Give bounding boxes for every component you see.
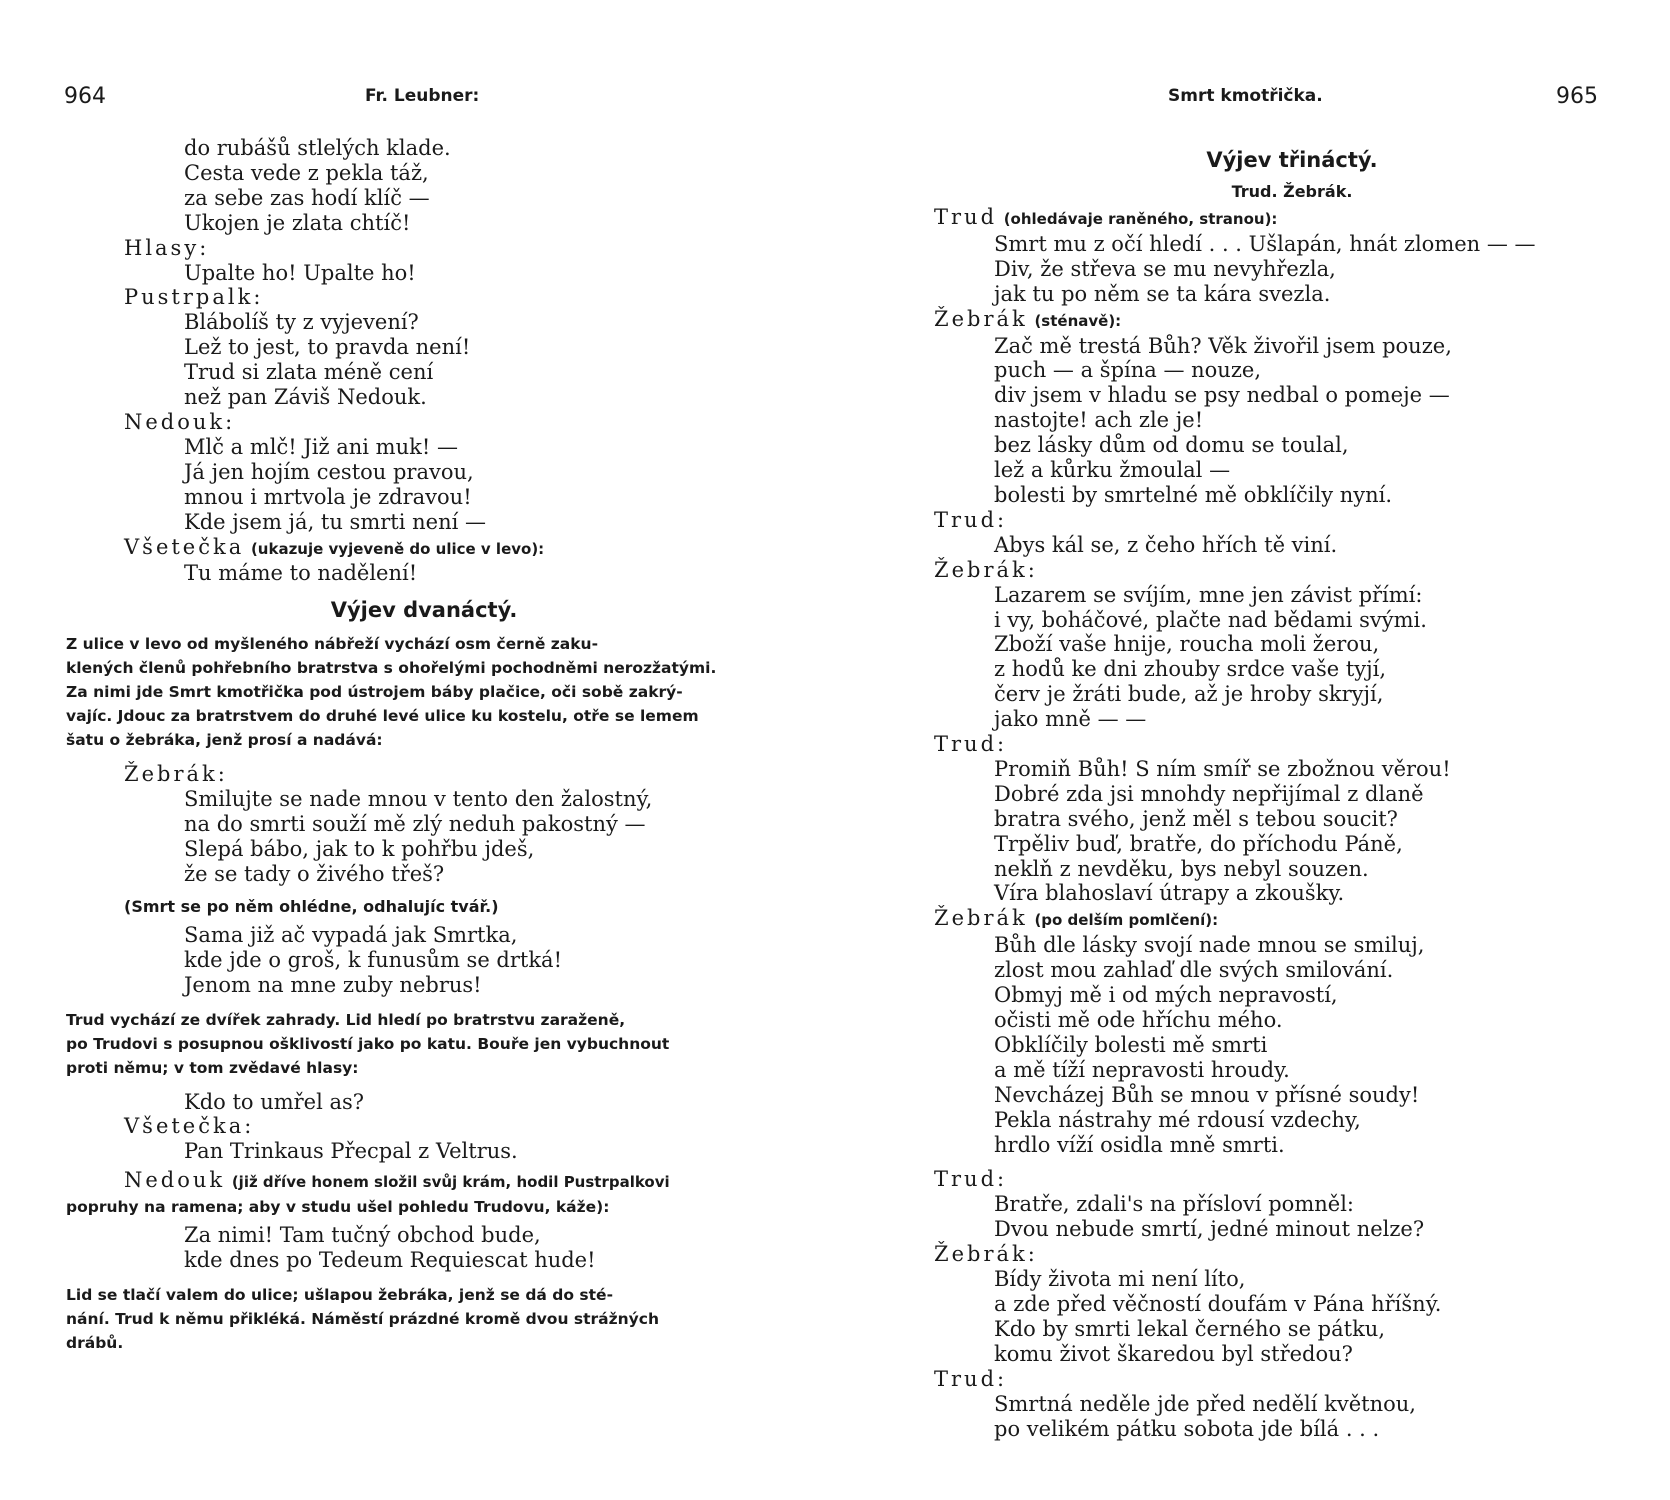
prose-paragraph: Z ulice v levo od myšleného nábřeží vychází osm černě zaku- klených členů pohřebního bratrstva s ohořelými pochodněmi nerozžatými. Za nimi jde Smrt kmotřička pod ústrojem báby plačice, oči sobě zakrý- vajíc. Jdouc za bratrstvem do druhé levé ulice ku kostelu, otře se lemem šatu o žebráka, jenž prosí a nadává:	[66, 635, 717, 750]
verse-line: bolesti by smrtelné mě obklíčily nyní.	[994, 482, 1393, 507]
verse-line: Bratře, zdali's na přísloví pomněl:	[994, 1192, 1354, 1217]
verse-line: Abys kál se, z čeho hřích tě viní.	[994, 532, 1338, 557]
verse-line: než pan Záviš Nedouk.	[184, 385, 427, 410]
verse-line: Smrt mu z očí hledí . . . Ušlapán, hnát zlomen — —	[994, 231, 1536, 256]
verse-line: puch — a špína — nouze,	[994, 358, 1261, 383]
stage-direction: (Smrt se po něm ohlédne, odhalujíc tvář.)	[124, 896, 499, 916]
stage-direction: (sténavě):	[1034, 311, 1122, 330]
verse-line: Zač mě trestá Bůh? Věk živořil jsem pouze,	[994, 333, 1452, 358]
speaker-name: Trud:	[934, 507, 1008, 532]
speaker-name: Hlasy:	[124, 235, 210, 260]
verse-line: Pekla nástrahy mé rdousí vzdechy,	[994, 1107, 1361, 1132]
speaker-name: Žebrák:	[934, 1242, 1038, 1267]
verse-line: Obklíčily bolesti mě smrti	[994, 1032, 1268, 1057]
verse-line: komu život škaredou byl středou?	[994, 1341, 1353, 1366]
verse-line: že se tady o živého třeš?	[184, 861, 445, 886]
verse-line: Kde jsem já, tu smrti není —	[184, 509, 486, 534]
verse-line: Zboží vaše hnije, roucha moli žerou,	[994, 632, 1380, 657]
speaker-name: Žebrák:	[124, 762, 228, 787]
page-content	[934, 136, 1650, 1441]
verse-line: zlost mou zahlaď dle svých smilování.	[994, 958, 1394, 983]
right-page	[850, 0, 1670, 1500]
speaker-name: Žebrák:	[934, 557, 1038, 582]
speaker-name: Všetečka:	[124, 1114, 255, 1139]
prose-paragraph: Lid se tlačí valem do ulice; ušlapou žebráka, jenž se dá do sté- nání. Trud k němu přikléká. Náměstí prázdné kromě dvou strážných drábů.	[66, 1286, 659, 1352]
verse-line: Ukojen je zlata chtíč!	[184, 210, 411, 235]
verse-line: Lež to jest, to pravda není!	[184, 335, 471, 360]
verse-line: očisti mě ode hříchu mého.	[994, 1008, 1283, 1032]
verse-line: z hodů ke dni zhouby srdce vaše tyjí,	[994, 657, 1387, 682]
speaker-name: Všetečka (ukazuje vyjeveně do ulice v levo):	[124, 534, 545, 559]
page-number: 964	[64, 84, 106, 109]
verse-line: Pan Trinkaus Přecpal z Veltrus.	[184, 1139, 518, 1164]
verse-line: mnou i mrtvola je zdravou!	[184, 484, 472, 509]
running-head: Fr. Leubner:	[365, 86, 480, 106]
verse-line: lež a kůrku žmoulal —	[994, 458, 1231, 483]
page-content	[66, 136, 782, 1355]
verse-line: hrdlo víží osidla mně smrti.	[994, 1132, 1285, 1157]
stage-direction: (ukazuje vyjeveně do ulice v levo):	[250, 539, 545, 558]
verse-line: po velikém pátku sobota jde bílá . . .	[994, 1416, 1380, 1441]
speaker-name: Trud (ohledávaje raněného, stranou):	[934, 205, 1278, 229]
verse-line: kde dnes po Tedeum Requiescat hude!	[184, 1248, 596, 1273]
verse-line: Upalte ho! Upalte ho!	[184, 260, 416, 285]
stage-direction: (po delším pomlčení):	[1034, 911, 1219, 930]
verse-line: bratra svého, jenž měl s tebou soucit?	[994, 806, 1398, 831]
speaker-name: Žebrák (sténavě):	[934, 306, 1122, 331]
verse-line: i vy, boháčové, plačte nad bědami svými.	[994, 607, 1427, 632]
verse-line: a zde před věčností doufám v Pána hříšný.	[994, 1291, 1442, 1316]
verse-line: jak tu po něm se ta kára svezla.	[994, 281, 1331, 306]
speaker-name: Trud:	[934, 1167, 1008, 1192]
prose-paragraph: Trud vychází ze dvířek zahrady. Lid hledí po bratrstvu zaraženě, po Trudovi s posupnou ošklivostí jako po katu. Bouře jen vybuchnout proti němu; v tom zvědavé hlasy:	[66, 1010, 670, 1077]
verse-line: a mě tíží nepravosti hroudy.	[994, 1057, 1290, 1082]
verse-line: Smrtná neděle jde před nedělí květnou,	[994, 1391, 1416, 1416]
speaker-name: Trud:	[934, 732, 1008, 757]
running-head: Smrt kmotřička.	[1168, 86, 1323, 106]
stage-direction: popruhy na ramena; aby v studu ušel pohledu Trudovu, káže):	[66, 1198, 610, 1217]
verse-line: Trpěliv buď, bratře, do příchodu Páně,	[994, 831, 1403, 856]
speaker-name: Nedouk (již dříve honem složil svůj krám, hodil Pustrpalkovi	[124, 1168, 670, 1193]
verse-line: Div, že střeva se mu nevyhřezla,	[994, 256, 1336, 281]
speaker-name: Nedouk:	[124, 409, 236, 434]
verse-line: Dobré zda jsi mnohdy nepřijímal z dlaně	[994, 781, 1424, 806]
verse-line: Lazarem se svíjím, mne jen závist přímí:	[994, 582, 1423, 607]
verse-line: Promiň Bůh! S ním smíř se zbožnou věrou!	[994, 756, 1451, 781]
stage-direction: (ohledávaje raněného, stranou):	[1003, 210, 1278, 228]
verse-line: Bídy života mi není líto,	[994, 1267, 1246, 1292]
left-page	[0, 0, 820, 1500]
verse-line: Smilujte se nade mnou v tento den žalostný,	[184, 787, 653, 812]
verse-line: div jsem v hladu se psy nedbal o pomeje —	[994, 383, 1450, 408]
verse-line: bez lásky dům od domu se toulal,	[994, 433, 1349, 458]
verse-line: kde jde o groš, k funusům se drtká!	[184, 947, 563, 972]
verse-line: neklň z nevděku, bys nebyl souzen.	[994, 856, 1369, 881]
verse-line: za sebe zas hodí klíč —	[184, 185, 430, 210]
verse-block	[66, 136, 782, 236]
verse-line: Kdo to umřel as?	[184, 1089, 365, 1114]
verse-line: Já jen hojím cestou pravou,	[184, 459, 474, 484]
verse-line: Obmyj mě i od mých nepravostí,	[994, 983, 1338, 1008]
verse-line: červ je žráti bude, až je hroby skryjí,	[994, 682, 1384, 707]
verse-line: Kdo by smrti lekal černého se pátku,	[994, 1316, 1386, 1341]
verse-line: Dvou nebude smrtí, jedné minout nelze?	[994, 1217, 1425, 1242]
verse-line: Cesta vede z pekla táž,	[184, 160, 429, 185]
verse-line: Blábolíš ty z vyjevení?	[184, 310, 419, 335]
speaker-name: Trud:	[934, 1366, 1008, 1391]
verse-line: Tu máme to nadělení!	[184, 561, 418, 586]
verse-line: Sama již ač vypadá jak Smrtka,	[184, 922, 518, 947]
verse-line: Víra blahoslaví útrapy a zkoušky.	[994, 881, 1345, 906]
stage-direction: (již dříve honem složil svůj krám, hodil Pustrpalkovi	[231, 1173, 670, 1192]
page-number: 965	[1556, 84, 1598, 109]
scene-characters: Trud. Žebrák.	[1231, 182, 1353, 201]
verse-line: do rubášů stlelých klade.	[184, 136, 451, 160]
speaker-name: Pustrpalk:	[124, 285, 264, 310]
verse-line: Slepá bábo, jak to k pohřbu jdeš,	[184, 837, 535, 862]
verse-line: nastojte! ach zle je!	[994, 408, 1204, 433]
verse-line: na do smrti souží mě zlý neduh pakostný —	[184, 812, 646, 837]
verse-line: jako mně — —	[994, 707, 1147, 732]
speaker-name: Žebrák (po delším pomlčení):	[934, 906, 1219, 931]
verse-line: Mlč a mlč! Již ani muk! —	[184, 434, 458, 459]
verse-line: Jenom na mne zuby nebrus!	[184, 972, 482, 997]
verse-line: Trud si zlata méně cení	[184, 360, 434, 385]
scene-title: Výjev třináctý.	[1206, 148, 1378, 172]
verse-line: Bůh dle lásky svojí nade mnou se smiluj,	[994, 933, 1425, 958]
verse-line: Nevcházej Bůh se mnou v přísné soudy!	[994, 1082, 1420, 1107]
verse-line: Za nimi! Tam tučný obchod bude,	[184, 1223, 541, 1248]
scene-title: Výjev dvanáctý.	[330, 598, 518, 623]
